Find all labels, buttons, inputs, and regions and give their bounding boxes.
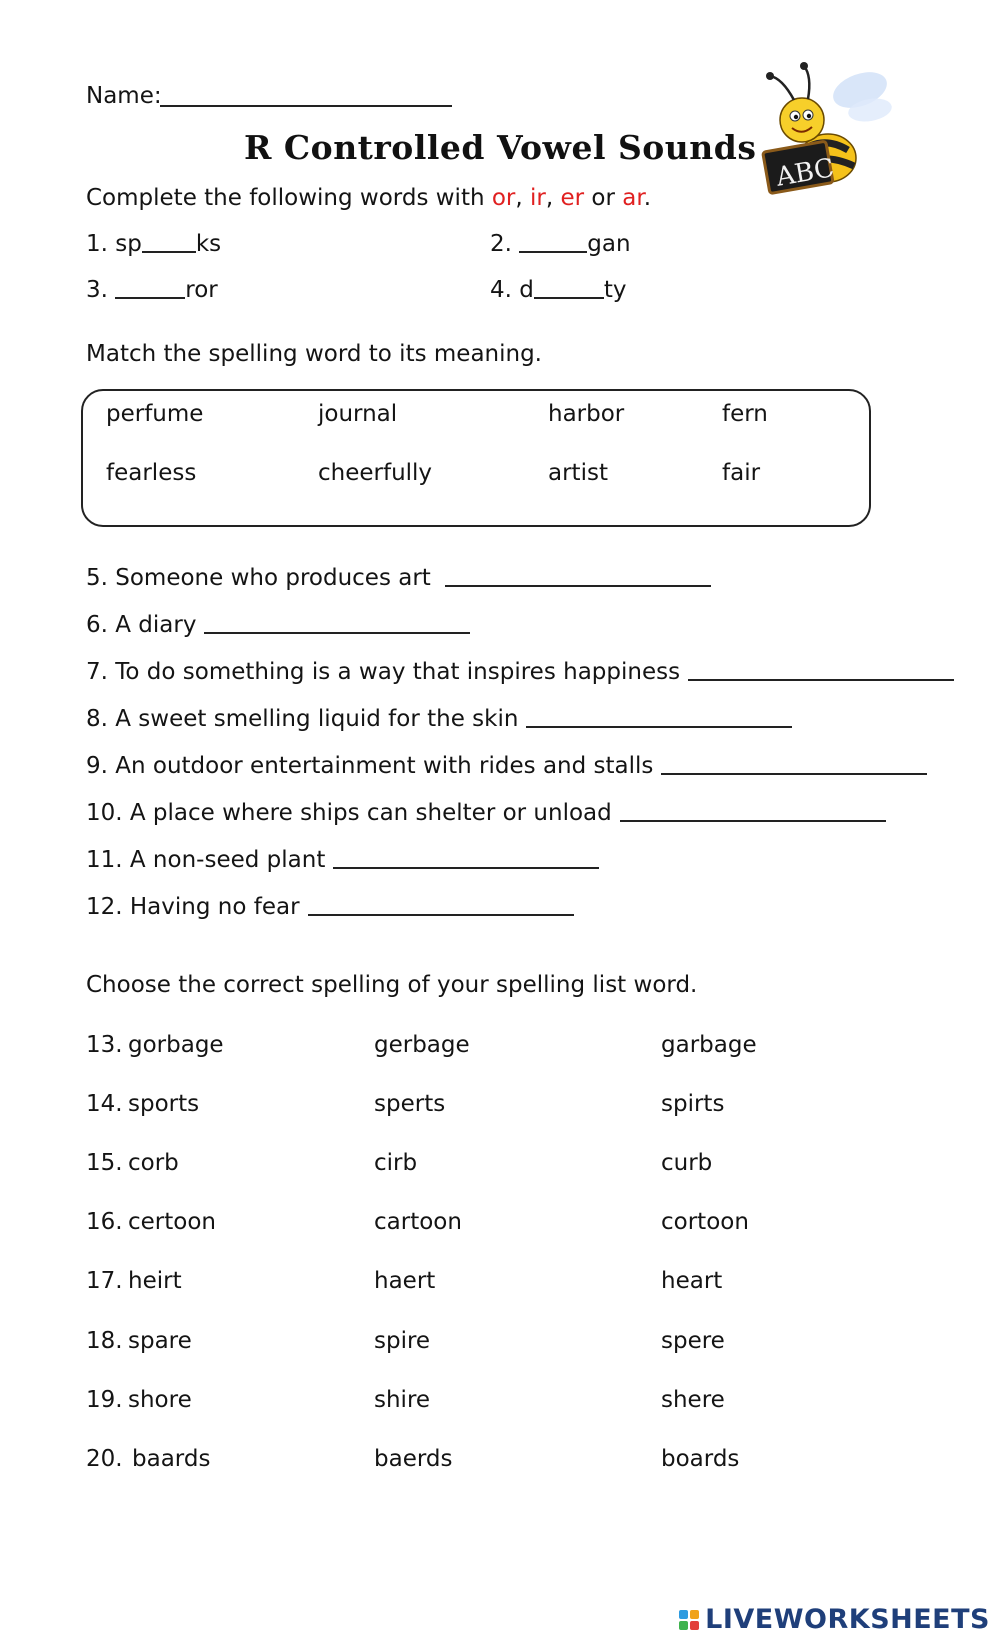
row-number: 18. [86, 1328, 123, 1354]
word-bank-item[interactable]: artist [548, 460, 608, 486]
spelling-choice[interactable]: haert [374, 1268, 436, 1294]
word-bank-item[interactable]: journal [318, 401, 398, 427]
answer-line-12[interactable] [308, 914, 574, 916]
answer-line-11[interactable] [333, 867, 599, 869]
part2-instruction: Match the spelling word to its meaning. [86, 341, 542, 367]
spelling-choice[interactable]: shore [128, 1387, 192, 1413]
match-item-9: 9. An outdoor entertainment with rides and stalls [86, 752, 927, 780]
answer-line-7[interactable] [688, 679, 954, 681]
answer-line-10[interactable] [620, 820, 886, 822]
spelling-choice[interactable]: sports [128, 1091, 200, 1117]
word-bank-item[interactable]: harbor [548, 401, 625, 427]
fill-item-1: 1. sp ks [86, 231, 222, 257]
match-item-5: 5. Someone who produces art [86, 564, 711, 592]
spelling-choice[interactable]: gorbage [128, 1032, 224, 1058]
spelling-choice[interactable]: cartoon [374, 1209, 462, 1235]
row-number: 16. [86, 1209, 123, 1235]
match-item-6: 6. A diary [86, 611, 470, 639]
fill-item-3: 3. ror [86, 277, 218, 303]
spelling-choice[interactable]: cirb [374, 1150, 418, 1176]
page-title: R Controlled Vowel Sounds [244, 128, 757, 167]
word-bank-item[interactable]: fearless [106, 460, 197, 486]
brand-name: LIVEWORKSHEETS [705, 1604, 990, 1635]
match-item-8: 8. A sweet smelling liquid for the skin [86, 705, 792, 733]
answer-line-8[interactable] [526, 726, 792, 728]
spelling-choice[interactable]: garbage [661, 1032, 757, 1058]
word-bank-item[interactable]: fair [722, 460, 761, 486]
spelling-choice[interactable]: gerbage [374, 1032, 470, 1058]
blank-3[interactable] [115, 297, 185, 299]
part3-instruction: Choose the correct spelling of your spelling list word. [86, 972, 698, 998]
match-item-7: 7. To do something is a way that inspires happiness [86, 658, 954, 686]
word-bank-item[interactable]: fern [722, 401, 768, 427]
spelling-choice[interactable]: shere [661, 1387, 725, 1413]
name-label: Name: [86, 83, 162, 109]
spelling-choice[interactable]: spare [128, 1328, 192, 1354]
spelling-choice[interactable]: boards [661, 1446, 740, 1472]
option-er: er [560, 185, 585, 211]
part1-instruction: Complete the following words with or, ir, er or ar. [86, 185, 652, 211]
spelling-choice[interactable]: spire [374, 1328, 431, 1354]
spelling-choice[interactable]: corb [128, 1150, 179, 1176]
word-bank-item[interactable]: perfume [106, 401, 204, 427]
spelling-choice[interactable]: heart [661, 1268, 723, 1294]
spelling-choice[interactable]: curb [661, 1150, 713, 1176]
option-ar: ar [622, 185, 644, 211]
blank-4[interactable] [534, 297, 604, 299]
option-ir: ir [530, 185, 546, 211]
spelling-choice[interactable]: heirt [128, 1268, 182, 1294]
blank-2[interactable] [519, 251, 587, 253]
fill-item-2: 2. gan [490, 231, 631, 257]
logo-grid-icon [679, 1610, 699, 1630]
liveworksheets-logo [679, 1604, 990, 1635]
name-input-line[interactable] [160, 105, 452, 107]
answer-line-5[interactable] [445, 585, 711, 587]
answer-line-6[interactable] [204, 632, 470, 634]
abc-board-label: ABC [773, 153, 837, 193]
row-number: 20. [86, 1446, 123, 1472]
match-item-11: 11. A non-seed plant [86, 846, 599, 874]
spelling-choice[interactable]: baards [132, 1446, 211, 1472]
fill-item-4: 4. d ty [490, 277, 627, 303]
spelling-choice[interactable]: spirts [661, 1091, 725, 1117]
spelling-choice[interactable]: sperts [374, 1091, 446, 1117]
spelling-choice[interactable]: cortoon [661, 1209, 749, 1235]
row-number: 14. [86, 1091, 123, 1117]
spelling-choice[interactable]: baerds [374, 1446, 453, 1472]
answer-line-9[interactable] [661, 773, 927, 775]
row-number: 15. [86, 1150, 123, 1176]
match-item-10: 10. A place where ships can shelter or unload [86, 799, 886, 827]
spelling-choice[interactable]: shire [374, 1387, 431, 1413]
row-number: 19. [86, 1387, 123, 1413]
spelling-choice[interactable]: certoon [128, 1209, 216, 1235]
spelling-choice[interactable]: spere [661, 1328, 725, 1354]
row-number: 13. [86, 1032, 123, 1058]
row-number: 17. [86, 1268, 123, 1294]
option-or: or [491, 185, 516, 211]
match-item-12: 12. Having no fear [86, 893, 574, 921]
word-bank-item[interactable]: cheerfully [318, 460, 433, 486]
blank-1[interactable] [142, 251, 196, 253]
